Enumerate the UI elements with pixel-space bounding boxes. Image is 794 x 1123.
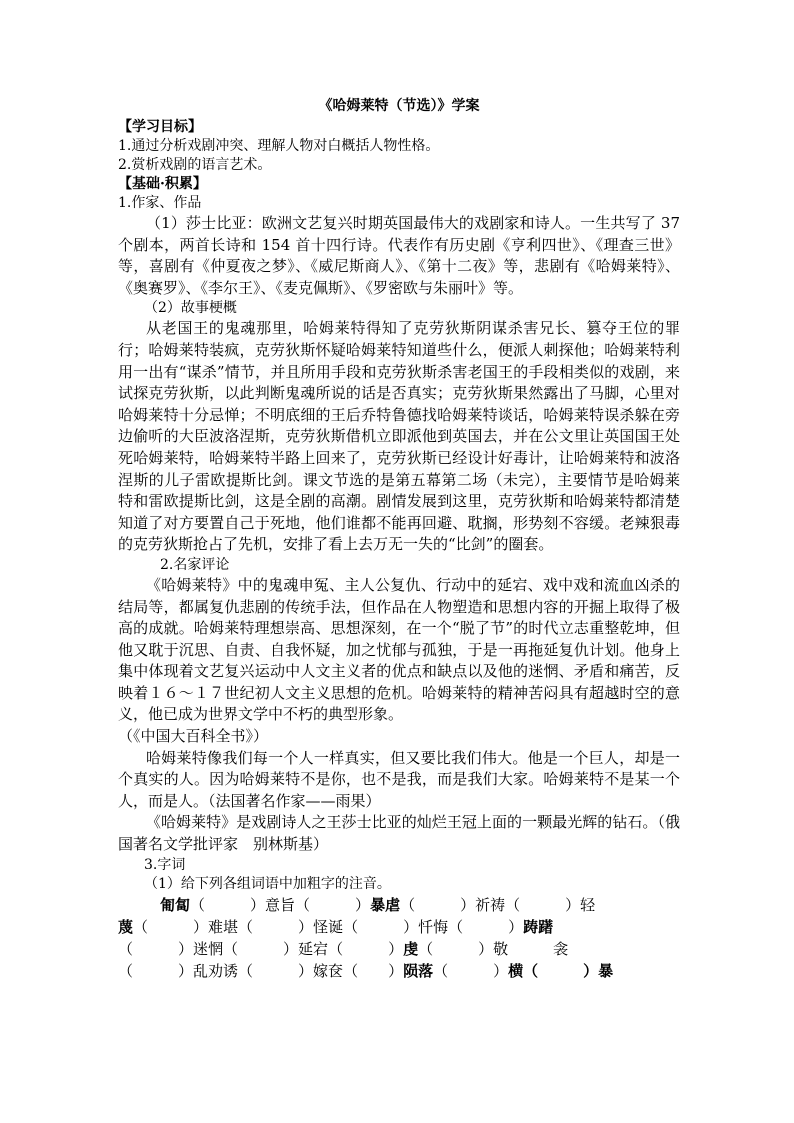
pinyin-row: （ ）迷惘（ ）延宕（ ）虔（ ）敬 衾 (118, 939, 569, 958)
section-3-label: 3.字词 (144, 856, 186, 873)
pinyin-row: 蔑（ ）难堪（ ）怪诞（ ）忏悔（ ）踌躇 (118, 917, 554, 936)
document-page (118, 96, 680, 982)
section-1-label: 1.作家、作品 (118, 195, 202, 211)
comment-source: （《中国大百科全书》） (118, 727, 269, 746)
synopsis-paragraph: 从老国王的鬼魂那里，哈姆莱特得知了克劳狄斯阴谋杀害兄长、篡夺王位的罪行；哈姆莱特装疯，克劳狄斯怀疑哈姆莱特知道些什么，便派人刺探他；哈姆莱特利用一出有“谋杀”情节，并且所用手段和克劳狄斯杀害老国王的手段相类似的戏剧，来试探克劳狄斯，以此判断鬼魂所说的话是否真实；克劳狄斯果然露出了马脚，心里对哈姆莱特十分忌惮；不明底细的王后乔特鲁德找哈姆莱特谈话，哈姆莱特误杀躲在旁边偷听的大臣波洛涅斯，克劳狄斯借机立即派他到英国去，并在公文里让英国国王处死哈姆莱特，哈姆莱特半路上回来了，克劳狄斯已经设计好毒计，让哈姆莱特和波洛涅斯的儿子雷欧提斯比剑。课文节选的是第五幕第二场（未完），主要情节是哈姆莱特和雷欧提斯比剑，这是全剧的高潮。剧情发展到这里，克劳狄斯和哈姆莱特都清楚知道了对方要置自己于死地，他们谁都不能再回避、耽搁，形势刻不容缓。老辣狠毒的克劳狄斯抢占了先机，安排了看上去万无一失的“比剑”的圈套。 (118, 319, 680, 554)
page-title: 《哈姆莱特（节选）》学案 (318, 98, 480, 114)
section-2-label: 2.名家评论 (160, 556, 230, 573)
pinyin-row: （ ）乱劝诱（ ）嫁奁（ ）陨落（ ）横（ ）暴 (118, 961, 614, 980)
author-paragraph: （1）莎士比亚：欧洲文艺复兴时期英国最伟大的戏剧家和诗人。一生共写了 37 个剧本，两首长诗和 154 首十四行诗。代表作有历史剧《亨利四世》、《理查三世》等，喜剧有《仲夏夜之梦》、《威尼斯商人》、《第十二夜》等，悲剧有《哈姆莱特》、《奥赛罗》、《李尔王》、《麦克佩斯》、《罗密欧与朱丽叶》等。 (118, 214, 680, 297)
synopsis-label: （2）故事梗概 (144, 300, 237, 317)
goals-heading: 【学习目标】 (118, 119, 202, 135)
comment-paragraph: 《哈姆莱特》中的鬼魂申冤、主人公复仇、行动中的延宕、戏中戏和流血凶杀的结局等，都属复仇悲剧的传统手法，但作品在人物塑造和思想内容的开掘上取得了极高的成就。哈姆莱特理想崇高、思想深刻，在一个“脱了节”的时代立志重整乾坤，但他又耽于沉思、自责、自我怀疑，加之忧郁与孤独，于是一再拖延复仇计划。他身上集中体现着文艺复兴运动中人文主义者的优点和缺点以及他的迷惘、矛盾和痛苦，反映着１６～１７世纪初人文主义思想的危机。哈姆莱特的精神苦闷具有超越时空的意义，他已成为世界文学中不朽的典型形象。 (118, 575, 680, 724)
goal-item: 1.通过分析戏剧冲突、理解人物对白概括人物性格。 (118, 138, 440, 154)
goal-item: 2.赏析戏剧的语言艺术。 (118, 157, 272, 173)
pinyin-row: 匍匐（ ）意旨（ ）暴虐（ ）祈祷（ ）轻 (160, 895, 596, 914)
pinyin-exercise (118, 894, 680, 982)
comment-paragraph: 《哈姆莱特》是戏剧诗人之王莎士比亚的灿烂王冠上面的一颗最光辉的钻石。（俄国著名文学批评家 别林斯基） (118, 813, 680, 854)
comment-paragraph: 哈姆莱特像我们每一个人一样真实，但又要比我们伟大。他是一个巨人，却是一个真实的人。因为哈姆莱特不是你，也不是我，而是我们大家。哈姆莱特不是某一个人，而是人。（法国著名作家——雨果） (118, 748, 680, 810)
basics-heading: 【基础·积累】 (118, 176, 207, 192)
question-1: （1）给下列各组词语中加粗字的注音。 (144, 875, 391, 892)
